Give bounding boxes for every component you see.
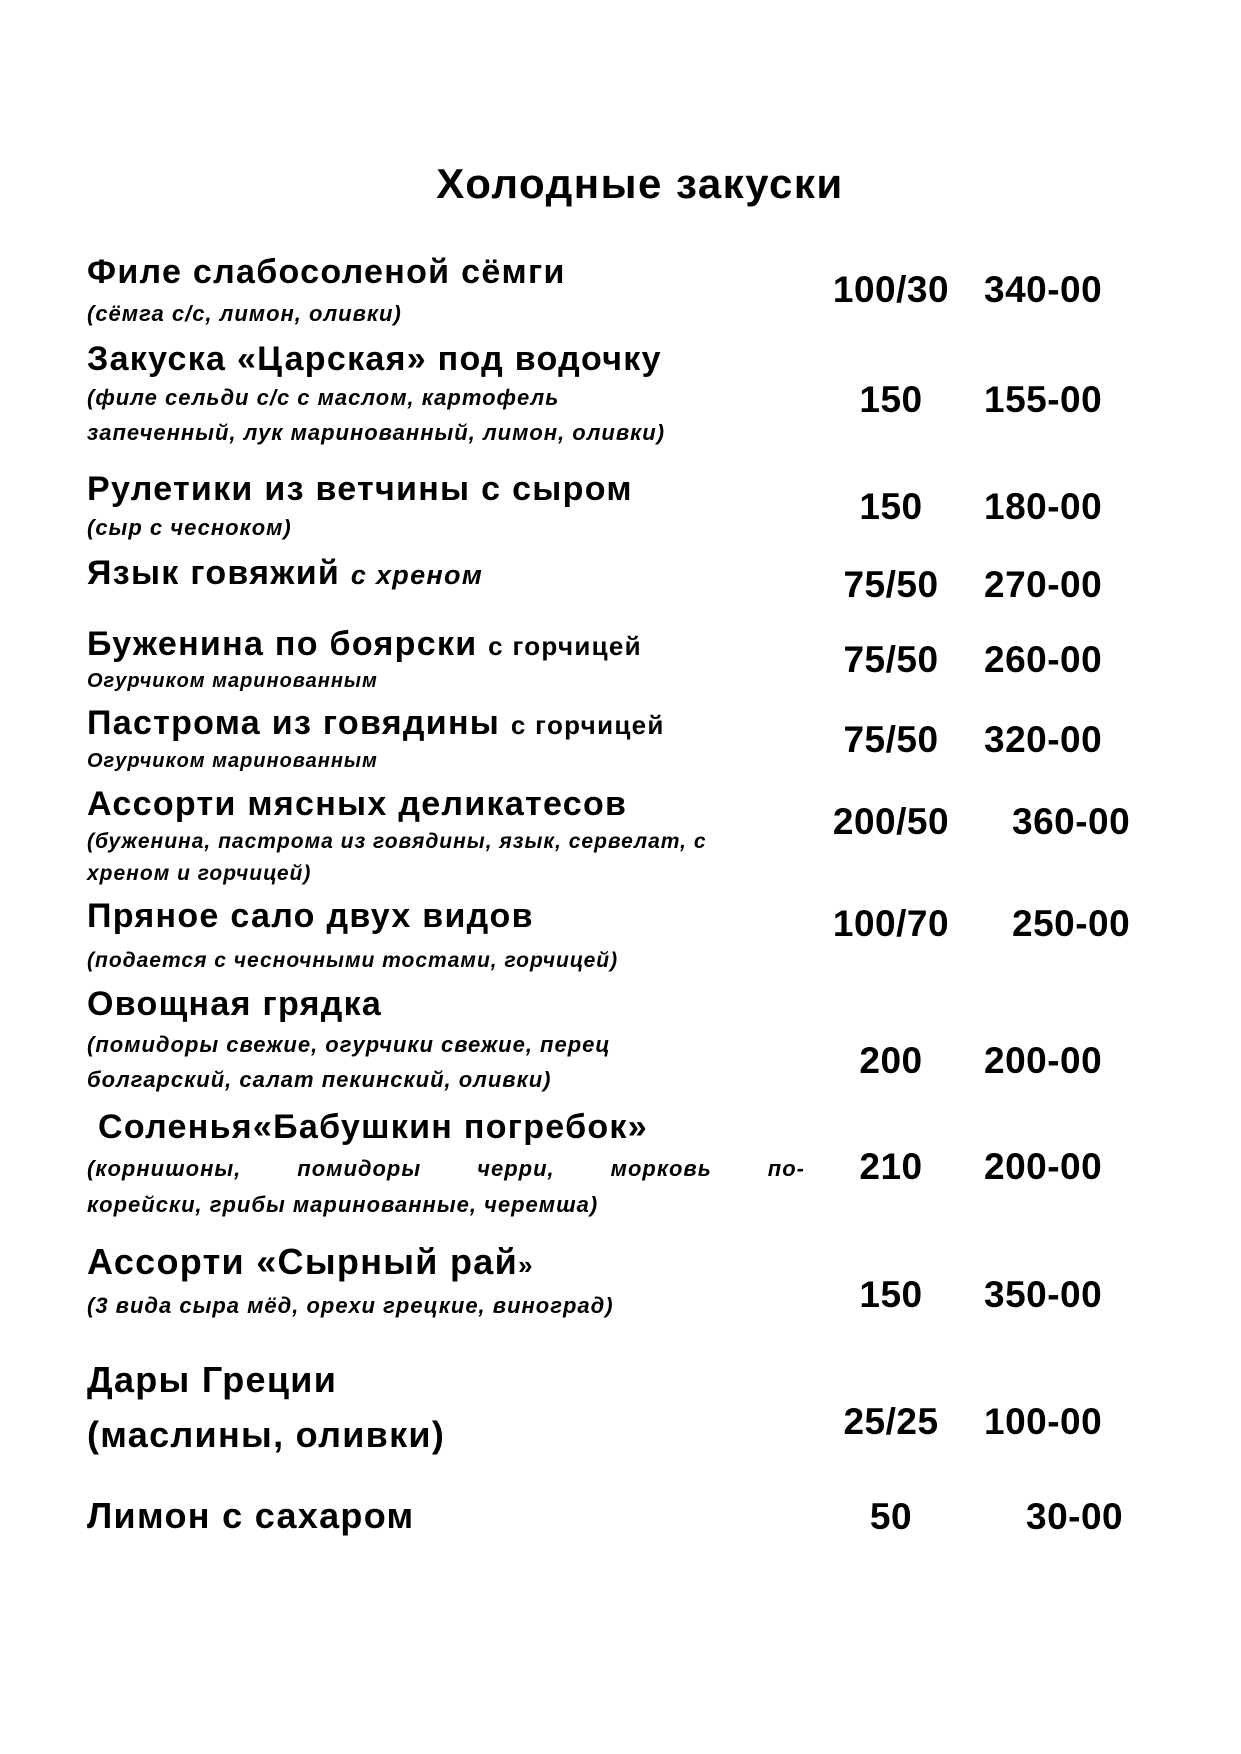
menu-item-desc: хреном и горчицей): [87, 862, 312, 885]
menu-item-price: 200-00: [984, 1146, 1103, 1187]
menu-item-desc: болгарский, салат пекинский, оливки): [87, 1067, 552, 1092]
menu-item-weight: 210: [859, 1146, 923, 1187]
menu-item-name: Овощная грядка: [87, 985, 383, 1023]
menu-item-desc: (буженина, пастрома из говядины, язык, сервелат, с: [87, 830, 707, 853]
menu-item-price: 320-00: [984, 719, 1103, 760]
menu-item-weight: 200: [859, 1040, 923, 1081]
menu-item-desc: Огурчиком маринованным: [87, 750, 378, 772]
menu-item-weight: 150: [859, 379, 923, 420]
menu-item-weight: 75/50: [843, 564, 939, 605]
menu-item-name: Пряное сало двух видов: [87, 897, 534, 935]
menu-item-desc: (помидоры свежие, огурчики свежие, перец: [87, 1032, 611, 1057]
menu-item-price: 200-00: [984, 1040, 1103, 1081]
menu-item-price: 155-00: [984, 379, 1103, 420]
menu-item-weight: 100/30: [832, 269, 950, 310]
menu-item-name-main: Язык говяжий: [87, 554, 341, 592]
menu-item-name: [87, 556, 483, 590]
menu-item-weight: 150: [859, 486, 923, 527]
menu-item-desc: Огурчиком маринованным: [87, 670, 378, 692]
menu-item-weight: 150: [859, 1274, 923, 1315]
menu-item-price: 340-00: [984, 269, 1103, 310]
menu-item-desc: (сёмга с/с, лимон, оливки): [87, 301, 402, 326]
menu-item-desc: (3 вида сыра мёд, орехи грецкие, виноград): [87, 1293, 614, 1318]
menu-item-name-suffix: »: [518, 1250, 534, 1280]
menu-item-desc: (филе сельди с/с с маслом, картофель: [87, 385, 560, 410]
menu-item-weight: 100/70: [832, 903, 950, 944]
menu-item-price: 100-00: [984, 1401, 1103, 1442]
menu-item-price: 30-00: [1026, 1496, 1124, 1537]
menu-item-name-line2: (маслины, оливки): [87, 1414, 446, 1455]
menu-item-weight: 75/50: [843, 639, 939, 680]
menu-item-price: 360-00: [1012, 801, 1131, 842]
menu-item-name: [87, 1241, 534, 1282]
menu-item-weight: 75/50: [843, 719, 939, 760]
menu-item-name: Филе слабосоленой сёмги: [87, 253, 566, 291]
menu-item-desc: запеченный, лук маринованный, лимон, оливки): [87, 420, 666, 445]
menu-item-price: 270-00: [984, 564, 1103, 605]
menu-item-price: 260-00: [984, 639, 1103, 680]
menu-item-price: 350-00: [984, 1274, 1103, 1315]
menu-item-price: 250-00: [1012, 903, 1131, 944]
menu-item-desc: (корнишоны, помидоры черри, морковь по-: [87, 1156, 805, 1181]
menu-item-desc: (подается с чесночными тостами, горчицей): [87, 949, 619, 972]
menu-item-desc: корейски, грибы маринованные, черемша): [87, 1192, 599, 1217]
menu-item-name: Лимон с сахаром: [87, 1495, 415, 1536]
menu-item-desc: (сыр с чесноком): [87, 515, 292, 540]
menu-item-weight: 200/50: [832, 801, 950, 842]
menu-item-weight: 25/25: [843, 1401, 939, 1442]
menu-item-name-suffix: с горчицей: [488, 631, 642, 661]
menu-item-name: Дары Греции: [87, 1359, 338, 1400]
menu-item-name: Соленья«Бабушкин погребок»: [98, 1108, 648, 1146]
menu-item-name: [87, 627, 642, 661]
menu-item-name: [87, 706, 665, 740]
menu-item-name-main: Пастрома из говядины: [87, 704, 501, 742]
menu-item-weight: 50: [869, 1496, 913, 1537]
page-title: Холодные закуски: [436, 160, 844, 207]
menu-item-price: 180-00: [984, 486, 1103, 527]
menu-item-name-suffix: с хреном: [350, 560, 484, 590]
menu-item-name-suffix: с горчицей: [510, 710, 665, 740]
menu-item-name: Рулетики из ветчины с сыром: [87, 470, 633, 508]
menu-item-name: Закуска «Царская» под водочку: [87, 340, 662, 378]
menu-item-name-main: Буженина по боярски: [87, 625, 478, 663]
menu-item-name-main: Ассорти «Сырный рай: [87, 1241, 519, 1282]
menu-item-name: Ассорти мясных деликатесов: [87, 785, 628, 823]
